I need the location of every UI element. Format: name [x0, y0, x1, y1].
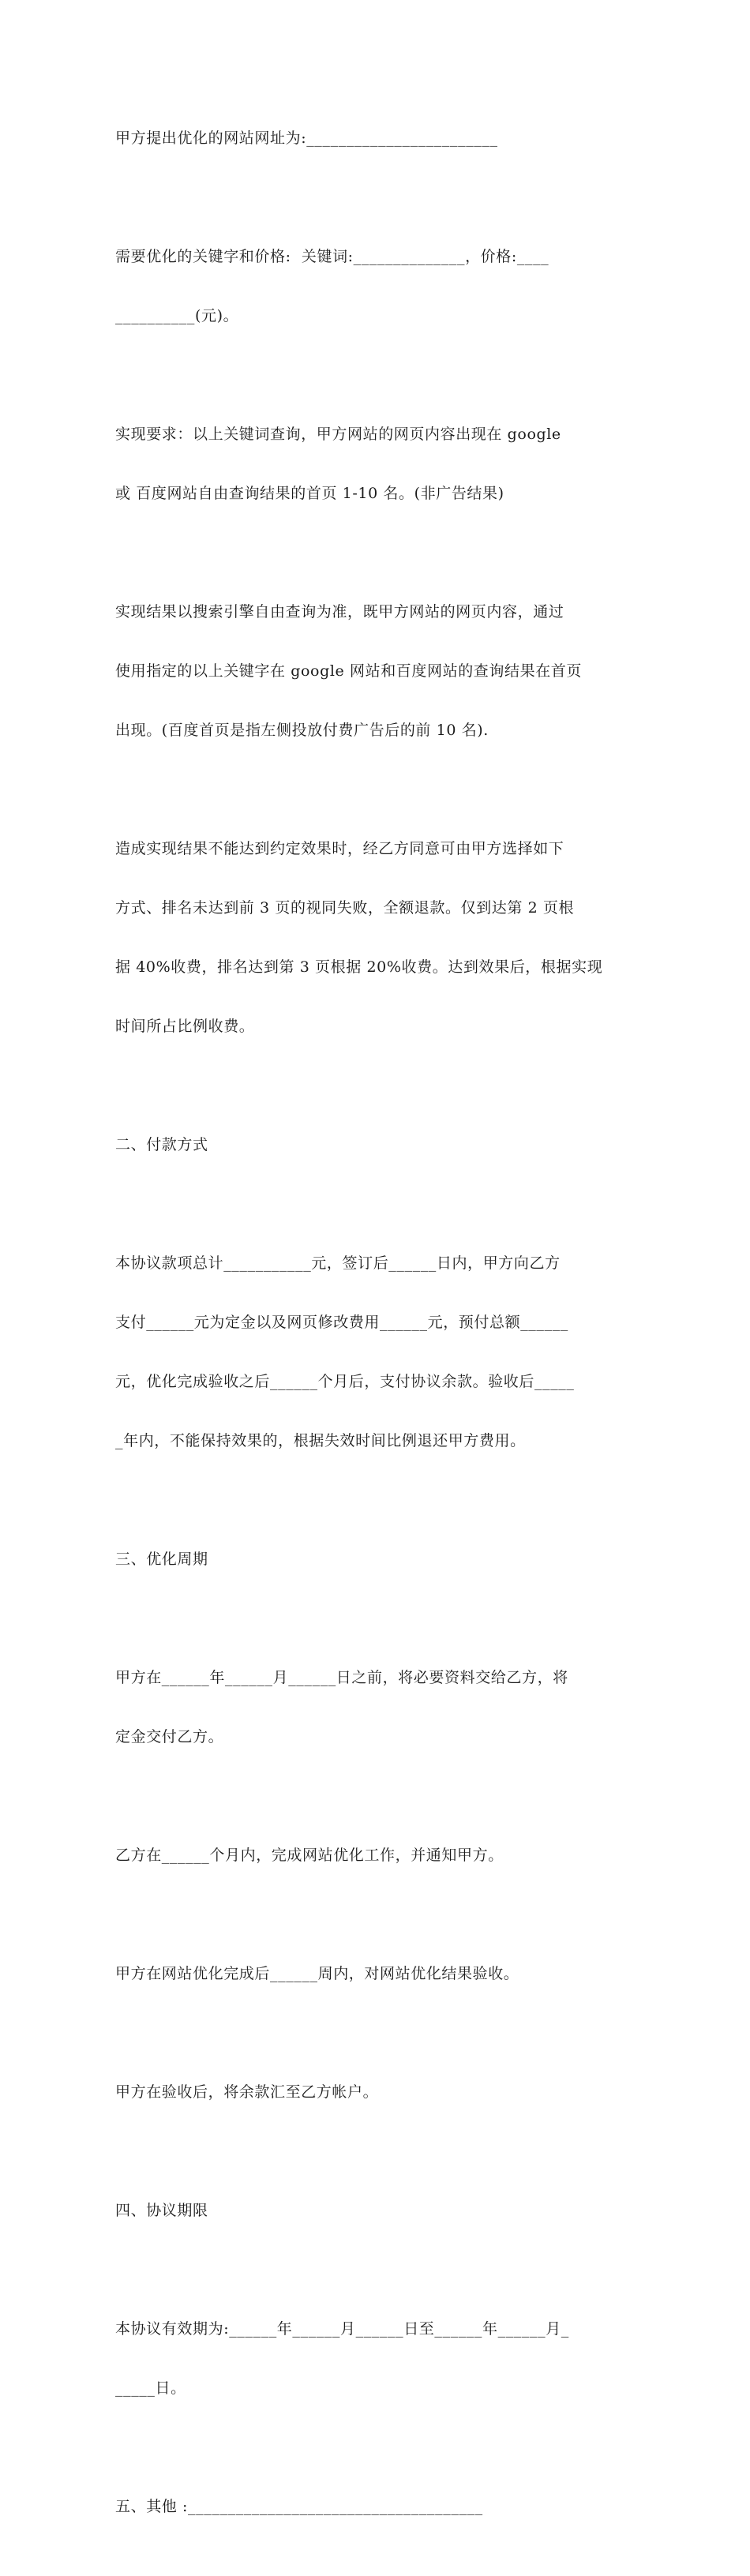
- text-line: 或 百度网站自由查询结果的首页 1-10 名。(非广告结果): [115, 485, 504, 502]
- text-line: 定金交付乙方。: [115, 1728, 224, 1745]
- text-line: 时间所占比例收费。: [115, 1018, 255, 1035]
- text-line: 使用指定的以上关键字在 google 网站和百度网站的查询结果在首页: [115, 662, 583, 680]
- text-line: 甲方提出优化的网站网址为:________________________: [115, 129, 498, 147]
- text-line: __________(元)。: [115, 307, 239, 324]
- paragraph-requirement: [115, 385, 639, 543]
- text-line: 实现要求：以上关键词查询，甲方网站的网页内容出现在 google: [115, 426, 561, 443]
- text-line: 需要优化的关键字和价格: 关键词:______________，价格:____: [115, 248, 549, 265]
- text-line: 五、其他 :_____________________________________: [115, 2498, 483, 2515]
- section-heading-payment: [115, 1096, 639, 1194]
- heading-text: 三、优化周期: [115, 1550, 208, 1568]
- section-heading-term: [115, 2162, 639, 2260]
- text-line: 造成实现结果不能达到约定效果时，经乙方同意可由甲方选择如下: [115, 840, 564, 857]
- text-line: _____日。: [115, 2379, 186, 2397]
- text-line: 据 40%收费，排名达到第 3 页根据 20%收费。达到效果后，根据实现: [115, 958, 603, 976]
- text-line: 乙方在______个月内，完成网站优化工作，并通知甲方。: [115, 1847, 504, 1864]
- paragraph-cycle-party-a: [115, 1629, 639, 1787]
- document-body: [115, 89, 639, 2576]
- paragraph-keywords-price: [115, 208, 639, 366]
- section-heading-cycle: [115, 1510, 639, 1609]
- paragraph-payment-terms: [115, 1214, 639, 1490]
- text-line: 本协议款项总计___________元，签订后______日内，甲方向乙方: [115, 1254, 561, 1272]
- text-line: 本协议有效期为:______年______月______日至______年______月_: [115, 2320, 569, 2338]
- heading-text: 二、付款方式: [115, 1136, 208, 1153]
- heading-text: 四、协议期限: [115, 2202, 208, 2219]
- paragraph-result-standard: [115, 563, 639, 780]
- paragraph-cycle-party-b: [115, 1806, 639, 1905]
- text-line: 甲方在网站优化完成后______周内，对网站优化结果验收。: [115, 1965, 519, 1982]
- paragraph-other: [115, 2458, 639, 2556]
- paragraph-website-url: [115, 89, 639, 188]
- text-line: 甲方在验收后，将余款汇至乙方帐户。: [115, 2083, 379, 2101]
- text-line: 实现结果以搜索引擎自由查询为准，既甲方网站的网页内容，通过: [115, 603, 564, 621]
- paragraph-cycle-acceptance: [115, 1925, 639, 2023]
- text-line: 方式、排名未达到前 3 页的视同失败，全额退款。仅到达第 2 页根: [115, 899, 575, 917]
- text-line: 支付______元为定金以及网页修改费用______元，预付总额______: [115, 1314, 568, 1331]
- paragraph-cycle-balance: [115, 2043, 639, 2142]
- paragraph-term-validity: [115, 2280, 639, 2438]
- paragraph-failure-terms: [115, 800, 639, 1076]
- text-line: 甲方在______年______月______日之前，将必要资料交给乙方，将: [115, 1669, 568, 1686]
- text-line: 出现。(百度首页是指左侧投放付费广告后的前 10 名).: [115, 722, 489, 739]
- text-line: 元，优化完成验收之后______个月后，支付协议余款。验收后_____: [115, 1373, 575, 1390]
- text-line: _年内，不能保持效果的，根据失效时间比例退还甲方费用。: [115, 1432, 526, 1449]
